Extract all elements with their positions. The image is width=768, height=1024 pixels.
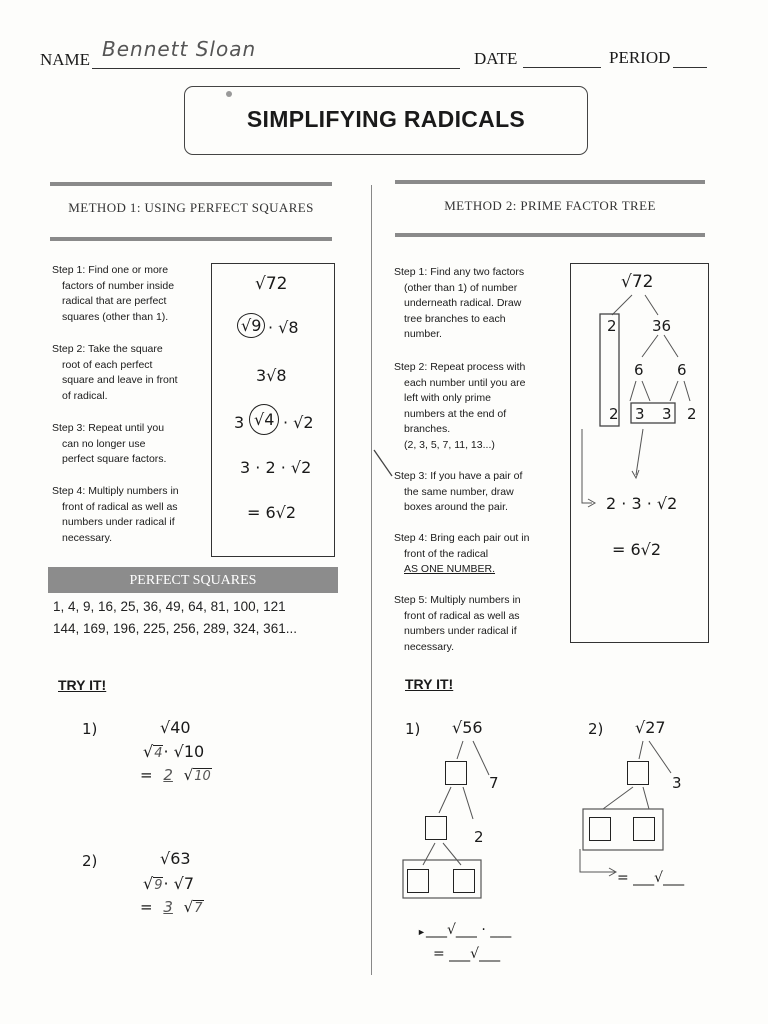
right-p2-tree-lines	[575, 735, 695, 885]
left-p1-num: 1)	[82, 720, 98, 738]
method1-step-3: Step 3: Repeat until you can no longer use perfect square factors.	[52, 422, 167, 466]
right-p1-box-a[interactable]	[445, 761, 467, 785]
left-p2-num: 2)	[82, 852, 98, 870]
left-p1-answer-coef[interactable]: 2	[163, 766, 173, 784]
perfect-squares-line2: 144, 169, 196, 225, 256, 289, 324, 361...	[53, 621, 297, 636]
right-p2-radical: √27	[635, 718, 666, 737]
method1-ex-line6: = 6√2	[247, 503, 297, 522]
pointer-mark	[372, 448, 400, 482]
tree-node-6b: 6	[677, 361, 687, 379]
tree-node-2: 2	[607, 317, 617, 335]
left-p1-factor-answer[interactable]: 4	[154, 746, 163, 761]
right-p1-box-c[interactable]	[407, 869, 429, 893]
method2-step-3: Step 3: If you have a pair of the same number, draw boxes around the pair.	[394, 470, 523, 514]
method1-ex-line5: 3 · 2 · √2	[240, 458, 312, 477]
right-p1-box-d[interactable]	[453, 869, 475, 893]
method1-bottom-rule	[50, 237, 332, 241]
method2-step-5: Step 5: Multiply numbers in front of radical as well as numbers under radical if necessary.	[394, 594, 521, 653]
method1-ex-line2-rest: · √8	[268, 318, 299, 337]
tree-leaf-3b: 3	[662, 405, 672, 423]
method1-ex-line4-coef: 3	[234, 413, 245, 432]
right-p2-node-3: 3	[672, 774, 682, 792]
perfect-squares-banner: PERFECT SQUARES	[48, 567, 338, 593]
method2-step-2: Step 2: Repeat process with each number until you are left with only prime numbers at the end of branches. (2, 3, 5, 7, 11, 13...)	[394, 361, 526, 451]
try-it-right-label: TRY IT!	[405, 676, 454, 692]
right-p2-answer-line[interactable]: = ___√___	[617, 870, 685, 886]
tree-node-6a: 6	[634, 361, 644, 379]
method2-step-1: Step 1: Find any two factors (other than 1) of number underneath radical. Draw tree branches to each number.	[394, 266, 525, 341]
date-label: DATE	[474, 49, 518, 68]
method2-tree-lines	[570, 263, 707, 641]
column-divider	[371, 185, 372, 975]
right-p1-num: 1)	[405, 720, 421, 738]
method1-step-4: Step 4: Multiply numbers in front of radical as well as numbers under radical if necessary.	[52, 485, 179, 544]
method1-ex-line1: √72	[255, 274, 288, 294]
tree-result: 2 · 3 · √2	[606, 494, 678, 513]
method1-top-rule	[50, 182, 332, 186]
name-value[interactable]: Bennett Sloan	[102, 37, 257, 61]
method1-ex-line4-circled: √4	[249, 404, 279, 435]
method2-heading: METHOD 2: PRIME FACTOR TREE	[444, 198, 656, 213]
right-p2-box-c[interactable]	[633, 817, 655, 841]
period-label: PERIOD	[609, 48, 671, 67]
tree-leaf-3a: 3	[635, 405, 645, 423]
tree-root: √72	[621, 272, 654, 292]
method1-ex-line4-rest: · √2	[283, 413, 314, 432]
date-line[interactable]	[523, 67, 601, 68]
method2-bottom-rule	[395, 233, 705, 237]
right-p1-node-7: 7	[489, 774, 499, 792]
right-p1-answer-line1[interactable]: ___√___ · ___	[426, 922, 512, 938]
left-p1-radical: √40	[160, 718, 191, 737]
try-it-left-label: TRY IT!	[58, 677, 107, 693]
method1-ex-line3: 3√8	[256, 366, 287, 385]
right-p1-answer-line2[interactable]: = ___√___	[433, 946, 501, 962]
left-p1-answer: = 2 √10	[140, 766, 211, 784]
left-p2-radical: √63	[160, 849, 191, 868]
perfect-squares-line1: 1, 4, 9, 16, 25, 36, 49, 64, 81, 100, 121	[53, 599, 286, 614]
method1-step-2: Step 2: Take the square root of each perfect square and leave in front of radical.	[52, 343, 178, 402]
title-dot	[226, 91, 232, 97]
left-p2-answer: = 3 √7	[140, 898, 203, 916]
method1-heading: METHOD 1: USING PERFECT SQUARES	[68, 200, 314, 215]
page-title: SIMPLIFYING RADICALS	[246, 106, 526, 132]
right-p1-node-2: 2	[474, 828, 484, 846]
right-p2-box-b[interactable]	[589, 817, 611, 841]
left-p1-answer-rad[interactable]: 10	[194, 769, 211, 784]
tree-leaf-2: 2	[609, 405, 619, 423]
right-p2-box-a[interactable]	[627, 761, 649, 785]
left-p1-factors: √4· √10	[143, 742, 205, 761]
right-p1-box-b[interactable]	[425, 816, 447, 840]
left-p2-answer-coef[interactable]: 3	[163, 898, 173, 916]
method2-step-4: Step 4: Bring each pair out in front of the radical AS ONE NUMBER.	[394, 532, 530, 576]
tree-leaf-2b: 2	[687, 405, 697, 423]
right-p1-radical: √56	[452, 718, 483, 737]
method1-ex-line2-circled: √9	[237, 313, 265, 338]
left-p2-answer-rad[interactable]: 7	[194, 901, 203, 916]
right-p2-num: 2)	[588, 720, 604, 738]
left-p2-factors: √9· √7	[143, 874, 195, 893]
tree-final: = 6√2	[612, 540, 662, 559]
right-p1-arrow-icon: ►	[417, 927, 426, 937]
name-line	[92, 68, 460, 69]
tree-node-36: 36	[652, 317, 672, 335]
name-label: NAME	[40, 50, 91, 69]
left-p2-factor-answer[interactable]: 9	[154, 878, 163, 893]
method2-top-rule	[395, 180, 705, 184]
period-line[interactable]	[673, 67, 707, 68]
method1-step-1: Step 1: Find one or more factors of number inside radical that are perfect squares (other than 1).	[52, 264, 175, 323]
